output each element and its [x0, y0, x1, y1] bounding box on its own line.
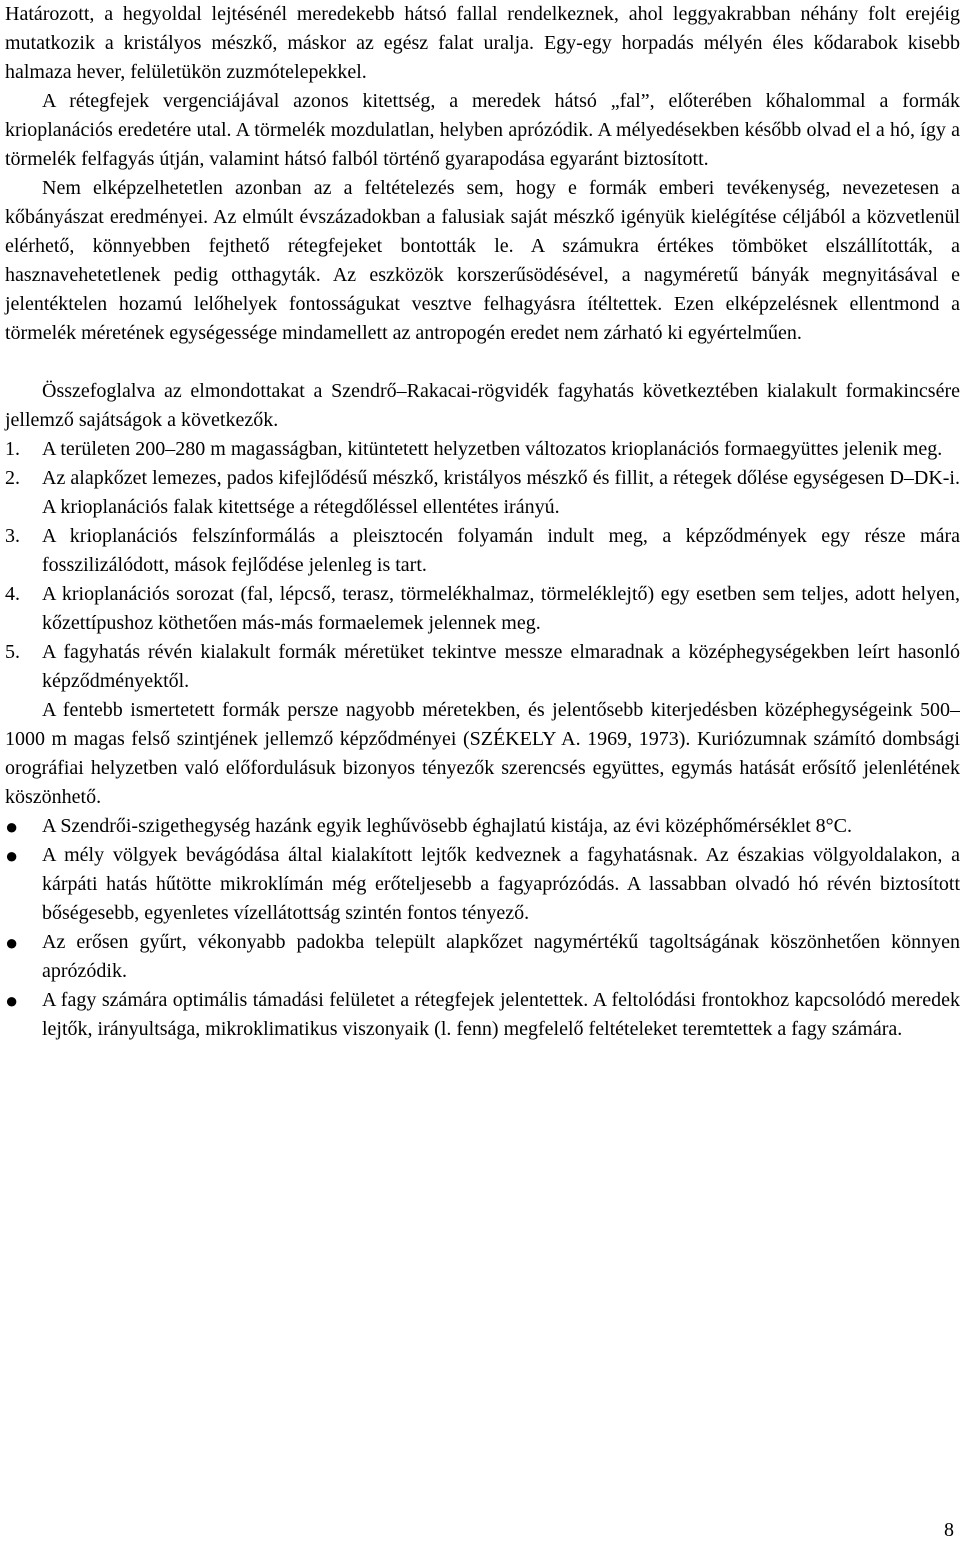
bullet-item	[5, 986, 960, 1044]
bullet-icon: ●	[5, 814, 19, 839]
bullet-list	[5, 812, 960, 1044]
list-number: 5.	[5, 641, 20, 663]
bullet-text: A Szendrői-szigethegység hazánk egyik leghűvösebb éghajlatú kistája, az évi középhőmérséklet 8°C.	[42, 815, 852, 837]
paragraph-after-list: A fentebb ismertetett formák persze nagyobb méretekben, és jelentősebb kiterjedésben középhegységeink 500–1000 m magas felső szintjének jellemző képződményei (SZÉKELY A. 1969, 1973). Kuriózumnak számító dombsági orográfiai helyzetben való előfordulásuk bizonyos tényezők szerencsés együttes, egymás hatását erősítő jelenlétének köszönhető.	[5, 699, 960, 808]
list-number: 1.	[5, 438, 20, 460]
bullet-text: Az erősen gyűrt, vékonyabb padokba települt alapkőzet nagymértékű tagoltságának köszönhetően könnyen aprózódik.	[42, 931, 960, 982]
bullet-icon: ●	[5, 843, 19, 868]
bullet-item	[5, 841, 960, 928]
list-item	[5, 435, 960, 464]
list-text: Az alapkőzet lemezes, pados kifejlődésű mészkő, kristályos mészkő és fillit, a rétegek dőlése egységesen D–DK-i. A krioplanációs falak kitettsége a rétegdőléssel ellentétes irányú.	[42, 467, 960, 518]
list-item	[5, 638, 960, 696]
paragraph-intro: Határozott, a hegyoldal lejtésénél meredekebb hátsó fallal rendelkeznek, ahol leggyakrabban néhány folt erejéig mutatkozik a kristályos mészkő, máskor az egész falat uralja. Egy-egy horpadás mélyén éles kődarabok kisebb halmaza hever, felületükön zuzmótelepekkel.	[5, 3, 960, 83]
list-item	[5, 580, 960, 638]
list-text: A krioplanációs sorozat (fal, lépcső, terasz, törmelékhalmaz, törmeléklejtő) egy esetben sem teljes, adott helyen, kőzettípushoz köthetően más-más formaelemek jelennek meg.	[42, 583, 960, 634]
list-text: A területen 200–280 m magasságban, kitüntetett helyzetben változatos krioplanációs formaegyüttes jelenik meg.	[42, 438, 943, 460]
paragraph-summary-intro: Összefoglalva az elmondottakat a Szendrő–Rakacai-rögvidék fagyhatás következtében kialakult formakincsére jellemző sajátságok a következők.	[5, 380, 960, 431]
bullet-icon: ●	[5, 988, 19, 1013]
list-item	[5, 522, 960, 580]
bullet-text: A fagy számára optimális támadási felületet a rétegfejek jelentettek. A feltolódási frontokhoz kapcsolódó meredek lejtők, irányultsága, mikroklimatikus viszonyaik (l. fenn) megfelelő feltételeket teremtettek a fagy számára.	[42, 989, 960, 1040]
list-number: 4.	[5, 583, 20, 605]
numbered-list	[5, 435, 960, 696]
paragraph-gap	[5, 348, 960, 377]
list-item	[5, 464, 960, 522]
page-number: 8	[944, 1519, 954, 1541]
list-text: A fagyhatás révén kialakult formák méretüket tekintve messze elmaradnak a középhegységekben leírt hasonló képződményektől.	[42, 641, 960, 692]
bullet-item	[5, 928, 960, 986]
paragraph-vergence: A rétegfejek vergenciájával azonos kitettség, a meredek hátsó „fal”, előterében kőhalommal a formák krioplanációs eredetére utal. A törmelék mozdulatlan, helyben aprózódik. A mélyedésekben később olvad el a hó, így a törmelék felfagyás útján, valamint hátsó falból történő gyarapodása egyaránt biztosított.	[5, 90, 960, 170]
bullet-icon: ●	[5, 930, 19, 955]
document-page	[5, 0, 960, 1044]
bullet-text: A mély völgyek bevágódása által kialakított lejtők kedveznek a fagyhatásnak. Az északias völgyoldalakon, a kárpáti hatás hűtötte mikroklímán még erőteljesebb a fagyaprózódás. A lassabban olvadó hó révén biztosított bőségesebb, egyenletes vízellátottság szintén fontos tényező.	[42, 844, 960, 924]
bullet-item	[5, 812, 960, 841]
paragraph-quarrying: Nem elképzelhetetlen azonban az a feltételezés sem, hogy e formák emberi tevékenység, nevezetesen a kőbányászat eredményei. Az elmúlt évszázadokban a falusiak saját mészkő igényük kielégítése céljából a közvetlenül elérhető, könnyebben fejthető rétegfejeket bontották le. A számukra értékes tömböket elszállították, a hasznavehetetlenek pedig otthagyták. Az eszközök korszerűsödésével, a nagyméretű bányák megnyitásával e jelentéktelen hozamú lelőhelyek fontosságukat vesztve felhagyásra ítéltettek. Ezen elképzelésnek ellentmond a törmelék méretének egységessége mindamellett az antropogén eredet nem zárható ki egyértelműen.	[5, 177, 960, 344]
list-text: A krioplanációs felszínformálás a pleisztocén folyamán indult meg, a képződmények egy része mára fosszilizálódott, mások fejlődése jelenleg is tart.	[42, 525, 960, 576]
list-number: 3.	[5, 525, 20, 547]
list-number: 2.	[5, 467, 20, 489]
